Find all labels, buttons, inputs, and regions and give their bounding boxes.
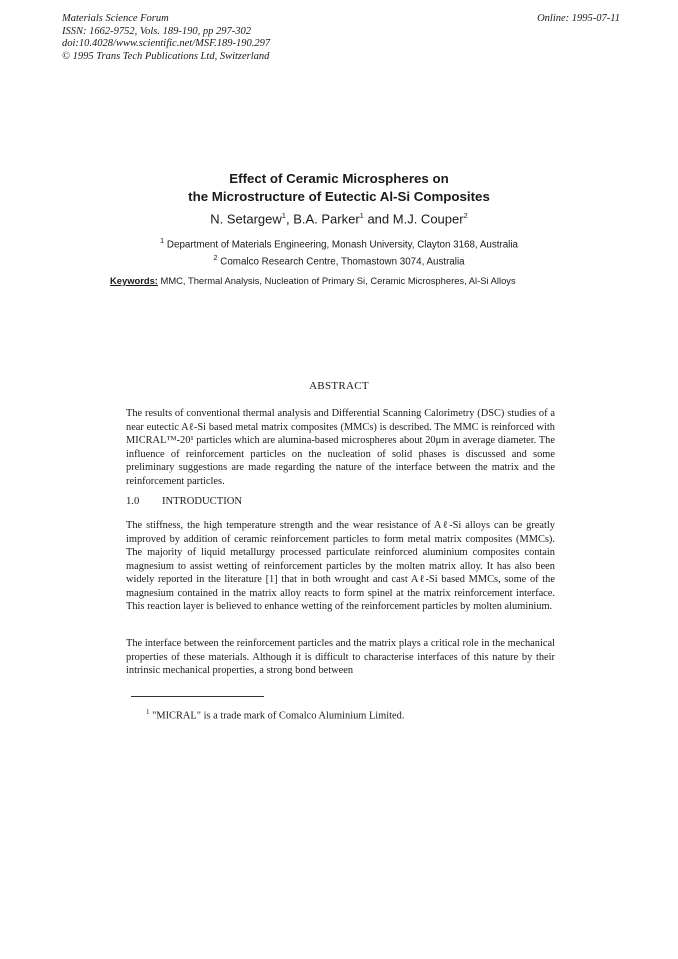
section-number: 1.0 xyxy=(126,496,140,507)
author-affiliation-mark: 2 xyxy=(463,211,468,220)
affiliation-mark: 1 xyxy=(160,236,165,245)
author-name: N. Setargew xyxy=(210,211,282,227)
issn-line: ISSN: 1662-9752, Vols. 189-190, pp 297-302 xyxy=(62,25,251,37)
journal-name: Materials Science Forum xyxy=(62,13,169,24)
affiliation xyxy=(0,236,678,250)
keywords-text: MMC, Thermal Analysis, Nucleation of Primary Si, Ceramic Microspheres, Al-Si Alloys xyxy=(160,275,516,286)
paper-title xyxy=(0,170,678,205)
section-title: INTRODUCTION xyxy=(162,496,243,507)
footnote xyxy=(146,708,404,721)
affiliation-text: Comalco Research Centre, Thomastown 3074, Australia xyxy=(220,256,465,268)
author-name: M.J. Couper xyxy=(392,211,464,227)
body-paragraph: The stiffness, the high temperature strength and the wear resistance of Aℓ-Si alloys can be greatly improved by addition of ceramic reinforcement particles to form metal matrix composites (MMCs). The majority of liquid metallurgy processed particulate reinforced aluminium composites contain magnesium to assist wetting of reinforcement particles by the molten matrix alloy. It has also been widely reported in the literature [1] that in both wrought and cast Aℓ-Si based MMCs, some of the magnesium contained in the matrix alloy reacts to form spinel at the matrix reinforcement interface. This reaction layer is believed to enhance wetting of the reinforcement particles by molten aluminium. xyxy=(126,520,555,612)
author-affiliation-mark: 1 xyxy=(281,211,286,220)
copyright-line: © 1995 Trans Tech Publications Ltd, Switzerland xyxy=(62,50,270,62)
online-date: Online: 1995-07-11 xyxy=(537,13,620,24)
footnote-divider xyxy=(131,696,264,697)
author-list xyxy=(0,211,678,226)
author-name: B.A. Parker xyxy=(293,211,360,227)
title-line-2: the Microstructure of Eutectic Al-Si Composites xyxy=(188,188,490,204)
title-line-1: Effect of Ceramic Microspheres on xyxy=(229,171,449,186)
author-affiliation-mark: 1 xyxy=(359,211,364,220)
section-heading xyxy=(126,496,242,507)
footnote-mark: 1 xyxy=(146,708,150,716)
author-separator: and xyxy=(363,211,393,227)
keywords-line xyxy=(110,275,580,286)
affiliation xyxy=(0,253,678,267)
abstract-body: The results of conventional thermal analysis and Differential Scanning Calorimetry (DSC) studies of a near eutectic Aℓ-Si based metal matrix composites (MMCs) is described. The MMC is reinforced with MICRAL™-20¹ particles which are alumina-based microspheres about 20μm in average diameter. The influence of reinforcement particles on the nucleation of solid phases is discussed and some preliminary suggestions are made regarding the nature of the interface between the matrix and the reinforcement particles. xyxy=(126,408,555,487)
keywords-label: Keywords: xyxy=(110,275,158,286)
footnote-text: "MICRAL" is a trade mark of Comalco Aluminium Limited. xyxy=(152,710,405,722)
body-paragraph: The interface between the reinforcement particles and the matrix plays a critical role in the mechanical properties of these materials. Although it is difficult to characterise interfaces of this nature by their intrinsic mechanical properties, a strong bond between xyxy=(126,638,555,676)
author-separator: , xyxy=(285,211,294,227)
affiliation-mark: 2 xyxy=(213,253,218,262)
affiliation-text: Department of Materials Engineering, Monash University, Clayton 3168, Australia xyxy=(166,239,518,251)
abstract-heading: ABSTRACT xyxy=(309,380,369,392)
doi-link[interactable]: doi:10.4028/www.scientific.net/MSF.189-190.297 xyxy=(62,38,271,50)
journal-header xyxy=(62,13,270,63)
